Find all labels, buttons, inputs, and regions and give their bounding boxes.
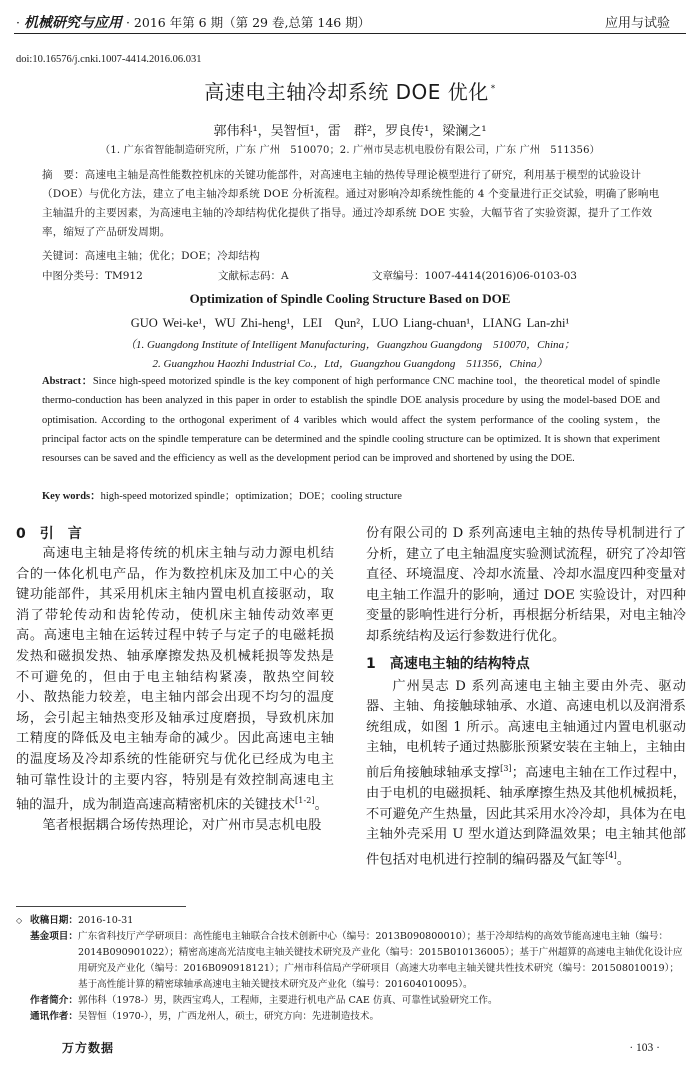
intro-paragraph-1 xyxy=(16,544,334,816)
intro-p1-end: 。 xyxy=(314,797,328,813)
sec1-text-b: ；高速电主轴在工作过程中，由于电机的电磁损耗、轴承摩擦生热及其他机械损耗，不可避免产生热量，因此其采用水冷冷却，具体为在电主轴外壳采用 U 型水道达到降温效果；电主轴其他部件包括对电机进行控制的编码器及气缸等 xyxy=(366,765,686,868)
received-label: 收稿日期： xyxy=(30,915,78,926)
contact-label: 通讯作者： xyxy=(30,1011,78,1022)
page-number: · 103 · xyxy=(629,1042,660,1054)
issue-info: 2016 年第 6 期（第 29 卷,总第 146 期） xyxy=(133,15,371,30)
citation: [3] xyxy=(500,763,512,773)
diamond-icon: ◇ xyxy=(16,916,23,925)
author-text: 郭伟科（1978-）男，陕西宝鸡人，工程师，主要进行机电产品 CAE 仿真、可靠性试验研究工作。 xyxy=(78,995,498,1006)
citation: [4] xyxy=(605,850,617,860)
footnote-author xyxy=(16,993,686,1009)
section-label: 应用与试验 xyxy=(604,15,670,30)
author-label: 作者简介： xyxy=(30,995,78,1006)
footnote-fund xyxy=(16,929,686,993)
contact-text: 吴智恒（1970-），男，广西龙州人，硕士，研究方向：先进制造技术。 xyxy=(78,1011,380,1022)
abstract-en-text: Since high-speed motorized spindle is the key component of high performance CNC machine tool，the theoretical model of spindle thermo-conduction has been analyzed in this paper in order to establish the spindle DOE analysis procedure by using the model-based DOE and optimisation. According to the orthogonal experiment of 4 varibles which would affect the system performance of the cooling system，the principal factor acts on the spindle temperature can be determined and the spindle cooling structure can be optimized. It is shown that experiment resourses can be saved and the efficiency as well as the development period can be improved and shortened by using the DOE. xyxy=(42,376,660,465)
clc-number: 中图分类号：TM912 xyxy=(42,270,143,282)
article-number: 文章编号：1007-4414(2016)06-0103-03 xyxy=(372,270,577,282)
header-rule xyxy=(14,33,686,34)
section-heading-0: 0 引 言 xyxy=(16,526,82,542)
keywords-en-label: Key words： xyxy=(42,491,101,502)
footnote-rule xyxy=(16,906,186,907)
document-code: 文献标志码：A xyxy=(218,270,289,282)
keywords-cn: 关键词：高速电主轴；优化；DOE；冷却结构 xyxy=(42,250,260,262)
footnote-received xyxy=(16,913,686,929)
footnotes xyxy=(16,913,686,1025)
abstract-en-label: Abstract： xyxy=(42,376,93,387)
title-cn-text: 高速电主轴冷却系统 DOE 优化 xyxy=(204,80,489,104)
fund-label: 基金项目： xyxy=(30,931,78,942)
keywords-en xyxy=(42,488,402,503)
footnote-contact xyxy=(16,1009,686,1025)
abstract-cn: 摘 要：高速电主轴是高性能数控机床的关键功能部件，对高速电主轴的热传导理论模型进行了研究，利用基于模型的试验设计（DOE）与优化方法，建立了电主轴冷却系统 DOE 分析流程。通过对影响冷却系统性能的 4 个变量进行正交试验，明确了影响电主轴温升的主要因素，为高速电主轴的冷却结构优化提供了指导。通过冷却系统 DOE 实验，大幅节省了实验资源，提升了工作效率，缩短了产品研发周期。 xyxy=(42,169,660,238)
section1-paragraph xyxy=(366,677,686,871)
intro-paragraph-2: 笔者根据耦合场传热理论，对广州市昊志机电股 xyxy=(42,818,322,834)
abstract-en xyxy=(42,372,660,468)
affiliation-en-1: （1. Guangdong Institute of Intelligent Manufacturing，Guangzhou Guangdong 510070，China； xyxy=(124,339,576,351)
authors-en: GUO Wei-ke¹，WU Zhi-heng¹，LEI Qun²，LUO Liang-chuan¹，LIANG Lan-zhi¹ xyxy=(130,316,570,330)
sec1-end: 。 xyxy=(616,852,631,868)
title-en: Optimization of Spindle Cooling Structure Based on DOE xyxy=(189,291,511,306)
running-header-journal: · 机械研究与应用 · 2016 年第 6 期（第 29 卷,总第 146 期） xyxy=(16,14,371,30)
intro-p1-text: 高速电主轴是将传统的机床主轴与动力源电机结合的一体化机电产品，作为数控机床及加工中心的关键功能部件，其采用机床主轴内置电机直接驱动，取消了带轮传动和齿轮传动，使机床主轴传动效率更高。高速电主轴在运转过程中转子与定子的电磁耗损发热和磁损发热、轴承摩擦发热及机械耗损等发热是不可避免的，但由于电主轴结构紧凑，散热空间较小、散热能力较差，电主轴内部会出现不均匀的温度场，会引起主轴热变形及轴承过度磨损，导致机床加工精度的降低及电主轴寿命的减少。因此高速电主轴的温度场及冷却系统的性能研究与优化已经成为电主轴可靠性设计的主要内容，特别是有效控制高速电主轴的温升，成为制造高速高精密机床的关键技术 xyxy=(16,546,334,813)
sec1-text-a: 广州昊志 D 系列高速电主轴主要由外壳、驱动器、主轴、角接触球轴承、水道、高速电机以及润滑系统组成，如图 1 所示。高速电主轴通过内置电机驱动主轴，电机转子通过热膨胀预紧安装在主轴上，主轴由前后角接触球轴承支撑 xyxy=(366,678,686,781)
title-footnote-mark: * xyxy=(490,84,496,95)
doi: doi:10.16576/j.cnki.1007-4414.2016.06.031 xyxy=(16,54,202,65)
watermark: 万方数据 xyxy=(62,1041,115,1055)
section-heading-1: 1 高速电主轴的结构特点 xyxy=(366,656,530,672)
title-cn xyxy=(0,76,700,105)
journal-name: 机械研究与应用 xyxy=(23,14,122,30)
fund-text: 广东省科技厅产学研项目：高性能电主轴联合合技术创新中心（编号：2013B090800010）；基于冷却结构的高效节能高速电主轴（编号：2014B090901022）；精密高速高光洁度电主轴关键技术研究及产业化（编号：2015B010136005）；基于广州超算的高速电主轴优化设计应用研究及产业化（编号：2016B090918121）；广州市科信局产学研项目（高速大功率电主轴关键共性技术研究（编号：201508010019）；基于高性能计算的精密球轴承高速电主轴关键技术研究及产业化（编号：201604010095）。 xyxy=(78,931,683,990)
affiliation-en-2: 2. Guangzhou Haozhi Industrial Co.，Ltd，Guangzhou Guangdong 511356，China） xyxy=(152,358,548,370)
left-column xyxy=(16,544,334,837)
citation: [1-2] xyxy=(295,796,315,806)
right-column xyxy=(366,524,686,871)
intro-paragraph-2-cont: 份有限公司的 D 系列高速电主轴的热传导机制进行了分析，建立了电主轴温度实验测试流程，研究了冷却管直径、环境温度、冷却水流量、冷却水温度四种变量对电主轴工作温升的影响，通过 DOE 实验设计，对四种变量的影响性进行分析，再根据分析结果，对电主轴冷却系统结构及运行参数进行优化。 xyxy=(366,526,686,644)
received-date: 2016-10-31 xyxy=(78,915,134,926)
keywords-en-text: high-speed motorized spindle；optimization；DOE；cooling structure xyxy=(100,491,402,502)
affiliation-cn: （1. 广东省智能制造研究所，广东 广州 510070；2. 广州市昊志机电股份有限公司，广东 广州 511356） xyxy=(100,145,600,156)
authors-cn: 郭伟科¹，吴智恒¹，雷 群²，罗良传¹，梁澜之¹ xyxy=(213,124,487,139)
